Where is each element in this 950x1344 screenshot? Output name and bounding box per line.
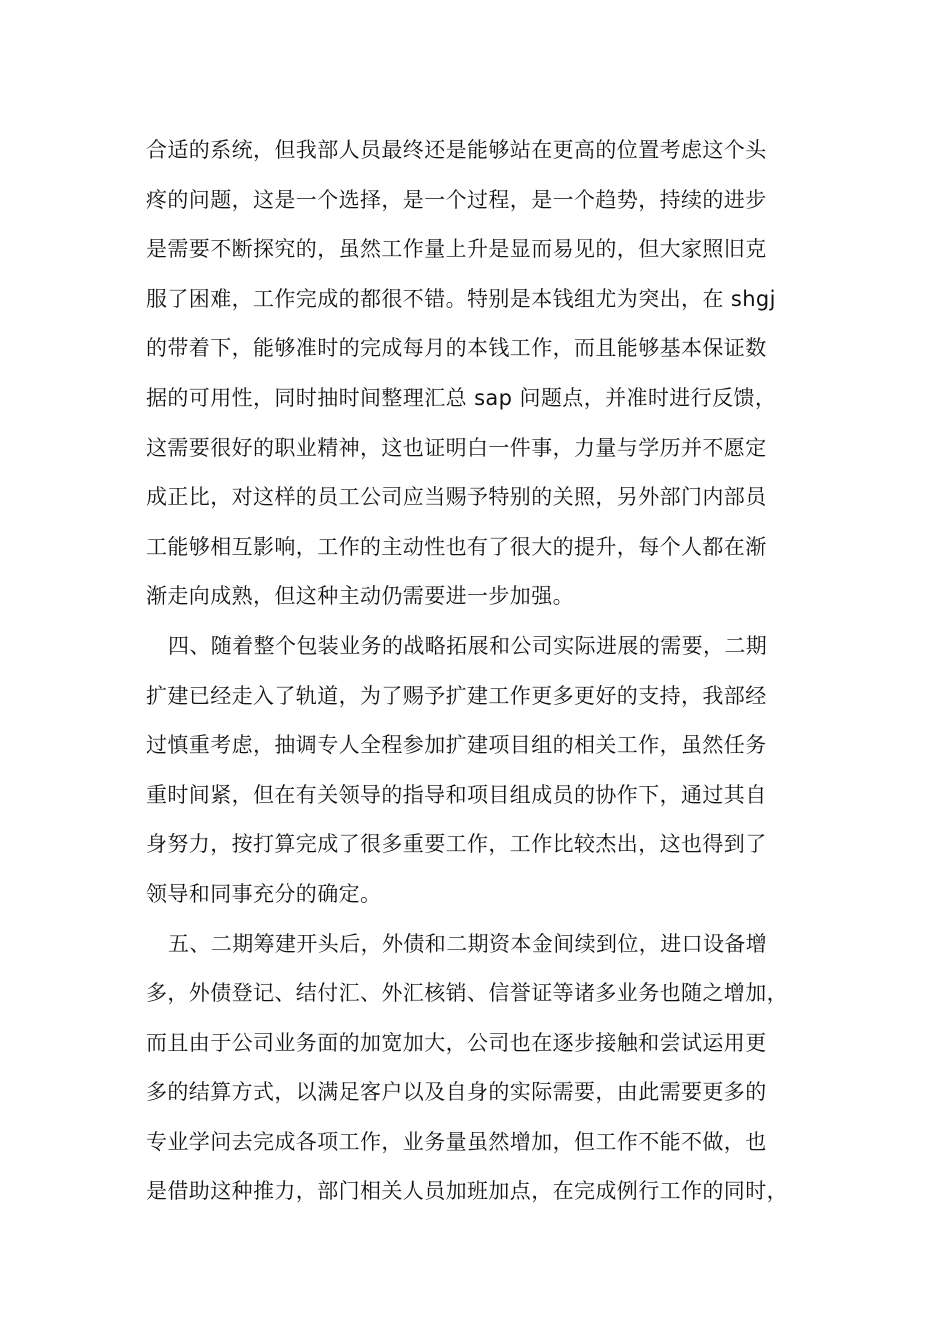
text-line: 重时间紧，但在有关领导的指导和项目组成员的协作下，通过其自: [146, 782, 767, 807]
text-line: 是需要不断探究的，虽然工作量上升是显而易见的，但大家照旧克: [146, 237, 767, 262]
paragraph-five-first-line: 五、二期筹建开头后，外债和二期资本金间续到位，进口设备增: [168, 931, 768, 956]
text-line: 而且由于公司业务面的加宽加大，公司也在逐步接触和尝试运用更: [146, 1030, 767, 1055]
text-line: 这需要很好的职业精神，这也证明白一件事，力量与学历并不愿定: [146, 435, 767, 460]
text-line: 的带着下，能够准时的完成每月的本钱工作，而且能够基本保证数: [146, 336, 767, 361]
body-text: [146, 126, 836, 1217]
text-line: 身努力，按打算完成了很多重要工作，工作比较杰出，这也得到了: [146, 832, 767, 857]
text-line: 成正比，对这样的员工公司应当赐予特别的关照，另外部门内部员: [146, 485, 767, 510]
text-line: 渐走向成熟，但这种主动仍需要进一步加强。: [146, 584, 574, 609]
text-line: 据的可用性，同时抽时间整理汇总 sap 问题点，并准时进行反馈，: [146, 385, 777, 410]
text-line: 领导和同事充分的确定。: [146, 881, 382, 906]
text-line: 疼的问题，这是一个选择，是一个过程，是一个趋势，持续的进步: [146, 187, 767, 212]
text-line: 合适的系统，但我部人员最终还是能够站在更高的位置考虑这个头: [146, 138, 767, 162]
text-line: 工能够相互影响，工作的主动性也有了很大的提升，每个人都在渐: [146, 534, 767, 559]
text-line: 专业学问去完成各项工作，业务量虽然增加，但工作不能不做，也: [146, 1129, 767, 1154]
text-line: 是借助这种推力，部门相关人员加班加点，在完成例行工作的同时，: [146, 1179, 788, 1204]
text-line: 多的结算方式，以满足客户以及自身的实际需要，由此需要更多的: [146, 1080, 767, 1105]
text-line: 过慎重考虑，抽调专人全程参加扩建项目组的相关工作，虽然任务: [146, 733, 767, 758]
paragraph-four-first-line: 四、随着整个包装业务的战略拓展和公司实际进展的需要，二期: [168, 633, 768, 658]
text-line: 扩建已经走入了轨道，为了赐予扩建工作更多更好的支持，我部经: [146, 683, 767, 708]
text-line: 多，外债登记、结付汇、外汇核销、信誉证等诸多业务也随之增加，: [146, 981, 788, 1006]
text-line: 服了困难，工作完成的都很不错。特别是本钱组尤为突出，在 shgj: [146, 286, 776, 311]
